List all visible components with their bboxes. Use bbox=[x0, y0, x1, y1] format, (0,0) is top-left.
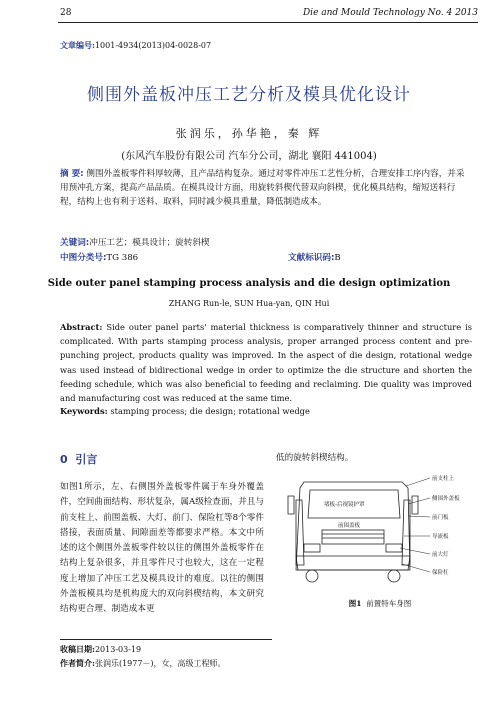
figure-caption-number: 图1 bbox=[348, 599, 362, 608]
body-text-right: 低的旋转斜楔结构。 bbox=[276, 453, 354, 463]
author-note-label: 作者简介: bbox=[60, 658, 95, 668]
abstract-english-label: Abstract: bbox=[60, 322, 103, 332]
mirror-right bbox=[412, 496, 418, 514]
headlamp-right bbox=[386, 544, 402, 552]
article-number-value: 1001-4934(2013)04-0028-07 bbox=[94, 41, 212, 50]
figure-label-front-pillar: 前支柱上 bbox=[432, 476, 455, 482]
section-title: 引言 bbox=[75, 453, 98, 466]
figure-label-bumper: 保险杠 bbox=[432, 570, 449, 576]
authors-chinese: 张润乐，孙华艳，秦 辉 bbox=[175, 127, 323, 140]
document-code bbox=[288, 251, 341, 263]
figure-caption bbox=[282, 598, 478, 609]
front-grille bbox=[322, 530, 384, 544]
figure-label-front-door: 前门板 bbox=[432, 515, 449, 521]
authors-english: ZHANG Run-le, SUN Hua-yan, QIN Hui bbox=[168, 299, 330, 308]
keywords-label: 关键词: bbox=[60, 238, 90, 248]
document-code-value: B bbox=[334, 253, 341, 263]
article-number-label: 文章编号: bbox=[60, 40, 95, 50]
affiliation-chinese: (东风汽车股份有限公司 汽车分公司，湖北 襄阳 441004) bbox=[121, 151, 377, 162]
abstract-english-text: Side outer panel parts' material thickness is comparatively thinner and structure is complicated. With parts stamping process analysis, proper arranged process content and pre-punching project, products quality was improved. In the aspect of die design, rotational wedge was used instead of bidirectional wedge in order to optimize the die structure and shorten the feeding schedule, which was also beneficial to feeding and reclaiming. Die quality was improved and manufacturing cost was reduced at the same time. bbox=[60, 322, 472, 404]
keywords-english-label: Keywords: bbox=[60, 406, 108, 416]
title-chinese: 侧围外盖板冲压工艺分析及模具优化设计 bbox=[87, 85, 411, 105]
keywords-chinese bbox=[60, 236, 472, 250]
wheel-right bbox=[388, 570, 400, 582]
abstract-label: 摘 要: bbox=[60, 169, 84, 179]
received-label: 收稿日期: bbox=[60, 644, 95, 654]
figure-label-mirror-cover: 堵板-后视镜护罩 bbox=[324, 502, 365, 508]
document-code-label: 文献标识码: bbox=[288, 253, 335, 263]
keywords-english-text: stamping process; die design; rotational wedge bbox=[110, 406, 310, 416]
title-english: Side outer panel stamping process analysis and die design optimization bbox=[47, 278, 451, 289]
abstract-chinese bbox=[60, 167, 472, 209]
figure-label-side-outer-panel: 侧围外盖板 bbox=[432, 496, 460, 502]
page-number: 28 bbox=[60, 8, 72, 18]
side-outer-panel-left bbox=[296, 500, 304, 565]
figure-label-headlamp: 前大灯 bbox=[432, 552, 449, 558]
keywords-text: 冲压工艺；模具设计；旋转斜楔 bbox=[89, 238, 210, 248]
abstract-english bbox=[60, 320, 472, 405]
headlamp-left bbox=[304, 544, 320, 552]
wheel-left bbox=[306, 570, 318, 582]
received-value: 2013-03-19 bbox=[94, 645, 142, 654]
article-number bbox=[60, 40, 211, 51]
bumper bbox=[296, 556, 410, 570]
footnote-rule bbox=[60, 639, 272, 640]
journal-header: Die and Mould Technology No. 4 2013 bbox=[302, 8, 478, 18]
header-rule bbox=[58, 22, 478, 23]
figure-label-deflector: 导流板 bbox=[432, 534, 449, 540]
classification-value: TG 386 bbox=[106, 253, 139, 263]
abstract-text: 侧围外盖板零件料厚较薄，且产品结构复杂。通过对零件冲压工艺性分析，合理安排工序内容，并采用预冲孔方案，提高产品品质。在模具设计方面，用旋转斜楔代替双向斜楔，优化模具结构，缩短送料行程，结构上也有利于送料、取料，同时减少模具重量，降低制造成本。 bbox=[60, 169, 465, 207]
figure-label-front-cover: 前围盖板 bbox=[338, 523, 361, 529]
mirror-left bbox=[288, 496, 294, 514]
keywords-english bbox=[60, 406, 310, 416]
section-heading bbox=[60, 451, 97, 467]
figure-caption-text: 前置特车身图 bbox=[366, 599, 412, 608]
section-number: 0 bbox=[60, 453, 68, 466]
classification-row bbox=[60, 251, 472, 263]
author-note-value: 张润乐(1977－)，女，高级工程师。 bbox=[94, 659, 226, 668]
footnote-author bbox=[60, 658, 226, 669]
truck-body-figure bbox=[282, 470, 478, 585]
classification-label: 中图分类号: bbox=[60, 253, 107, 263]
footnote-received bbox=[60, 644, 141, 655]
body-text-left: 如图1所示，左、右侧围外盖板零件属于车身外覆盖件，空间曲面结构、形状复杂，属A级检查面，并且与前支柱上、前围盖板、大灯、前门、保险杠等8个零件搭接，表面质量、间隙面差等都要求严格。本文中所述的这个侧围外盖板零件较以往的侧围外盖板零件在结构上复杂很多，并且零件尺寸也较大，这在一定程度上增加了冲压工艺及模具设计的难度。以往的侧围外盖板模具均是机构庞大的双向斜楔结构，本文研究结构更合理、制造成本更 bbox=[60, 482, 264, 615]
